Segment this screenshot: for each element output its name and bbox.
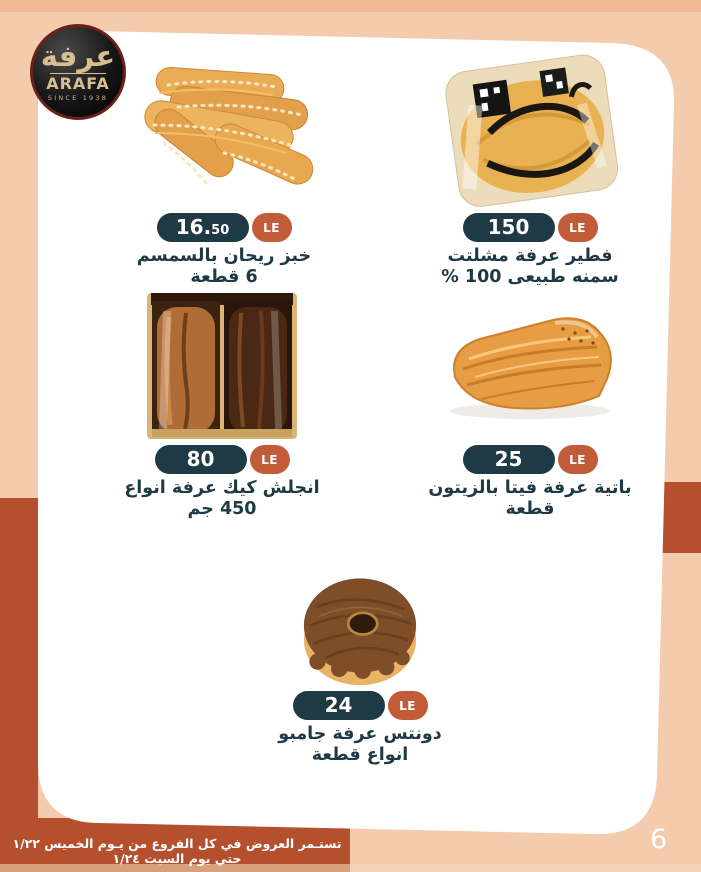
- logo-latin-wordmark: ARAFA: [46, 73, 110, 93]
- price-pill: [157, 213, 249, 242]
- price-pill: [155, 445, 247, 474]
- currency-badge: LE: [558, 213, 598, 242]
- product-image-box: [292, 572, 428, 688]
- english-cake-duo-image: [137, 291, 307, 441]
- product-image-box: [435, 290, 625, 442]
- product-image-box: [126, 62, 322, 210]
- product-name-line1: فطير عرفة مشلتت: [447, 246, 613, 266]
- product-name-line1: خبز ريحان بالسمسم: [136, 246, 312, 266]
- price-badge: [155, 445, 290, 474]
- price-pill: [463, 445, 555, 474]
- currency-badge: LE: [252, 213, 292, 242]
- price-badge: [157, 213, 292, 242]
- arafa-logo: [30, 24, 126, 120]
- product-name-line1: باتية عرفة فيتا بالزيتون: [428, 478, 632, 498]
- price-value: 25: [494, 447, 523, 471]
- product-label: [428, 478, 631, 520]
- logo-arabic-wordmark: عرفة: [40, 38, 116, 73]
- currency-badge: LE: [558, 445, 598, 474]
- currency-badge: LE: [388, 691, 428, 720]
- logo-since-line: SINCE 1938: [47, 94, 109, 103]
- product-card-sesame-bread: [112, 62, 336, 288]
- product-image-box: [137, 290, 307, 442]
- product-name-line2: قطعة: [505, 499, 555, 519]
- feta-olive-pastry-image: [435, 307, 625, 425]
- product-name-line2: انواع قطعة: [311, 745, 409, 765]
- product-name-line1: دونتس عرفة جامبو: [278, 724, 442, 744]
- product-card-english-cake: [110, 290, 334, 520]
- product-name-line2: سمنه طبيعى 100 %: [441, 267, 619, 287]
- price-value: 16.: [175, 215, 212, 239]
- product-label: [441, 246, 618, 288]
- product-card-donut: [248, 572, 472, 766]
- product-name-line1: انجلش كيك عرفة انواع: [124, 478, 320, 498]
- product-name-line2: 6 قطعة: [190, 267, 258, 287]
- product-name-line2: 450 جم: [187, 499, 257, 519]
- price-badge: [463, 213, 598, 242]
- price-badge: [463, 445, 598, 474]
- price-badge: [293, 691, 428, 720]
- product-label: [278, 724, 442, 766]
- price-value: 24: [324, 693, 353, 717]
- currency-badge: LE: [250, 445, 290, 474]
- product-label: [124, 478, 319, 520]
- chocolate-donut-image: [292, 573, 428, 687]
- price-pill: [293, 691, 385, 720]
- price-pill: [463, 213, 555, 242]
- sesame-breadsticks-image: [126, 63, 322, 209]
- footer-note: تستـمر العروض في كل الفروع من يـوم الخميس ⁦١/٢٢⁩ حتي يوم السبت ⁦١/٢٤⁩: [12, 836, 342, 866]
- page-number: 6: [650, 824, 668, 855]
- product-label: [137, 246, 311, 288]
- product-card-feta-pastry: [408, 290, 652, 520]
- fiteer-meshaltet-pack-image: [430, 53, 630, 209]
- product-card-fiteer: [408, 52, 652, 288]
- product-image-box: [430, 52, 630, 210]
- price-value: 150: [487, 215, 530, 239]
- price-fraction: 50: [211, 223, 230, 238]
- price-value: 80: [186, 447, 215, 471]
